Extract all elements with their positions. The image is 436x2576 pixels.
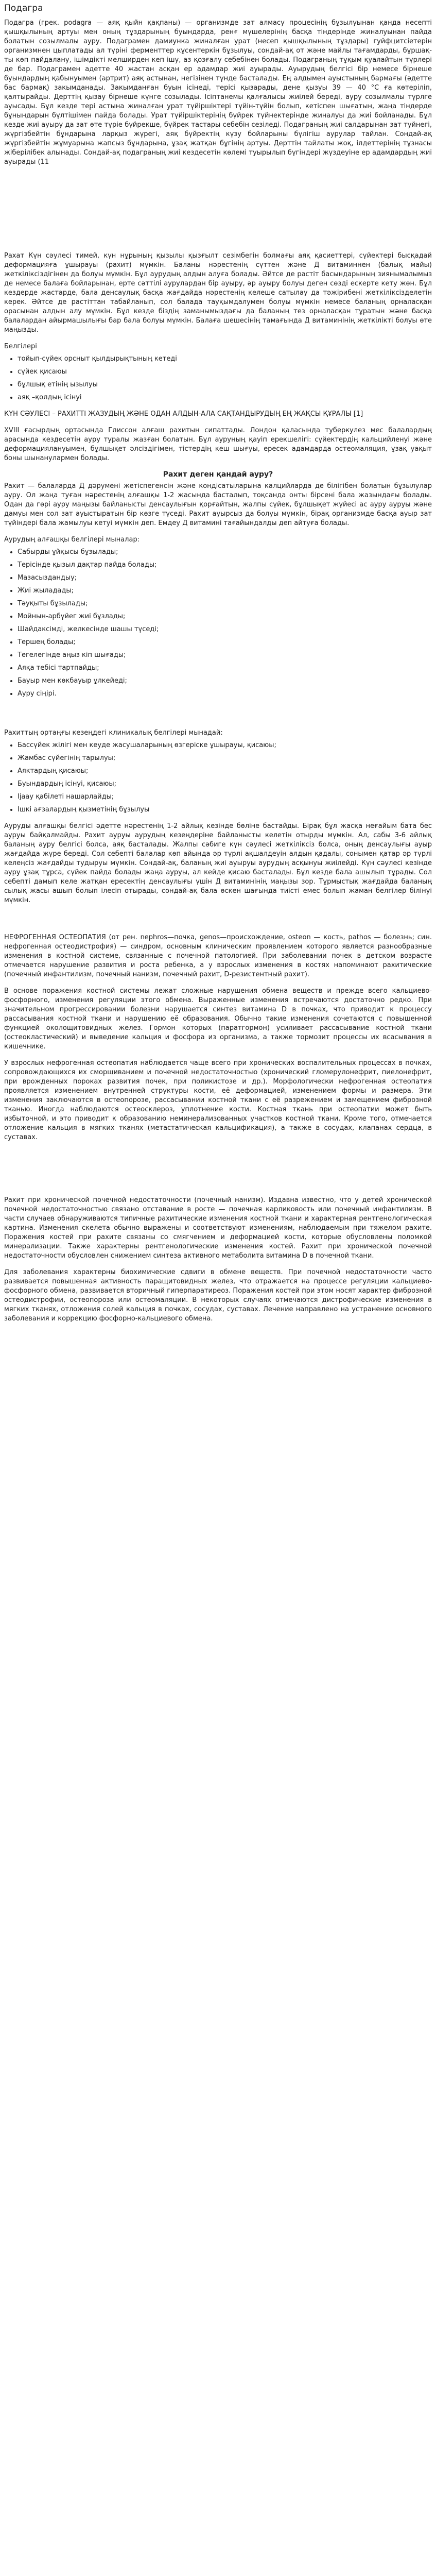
definition-paragraph: Рахит — балаларда Д дәрумені жетіспегенсін және кондісатыларына калцийларда де білігібен болатын бұзылулар ауру. Ол жаңа туған нәрестенің алғашқы 1-2 жасында басталып, тоқсанда онты бірсені бала жазындағы болады. Одан да гөрі ауру маңызы байланысты денсаулығын қорғайтын, жалпы сүйек, бұлшықет жүйесі ас ауру ауруы және дамуы мен сол зат ауыстыратын бір көзге түседі. Рахит ауырсыз да болуы мүмкін, бірақ организмде басқа ауыр зат түйіндері бала жамылуы кетуі мүмкін деп. Емдеу Д витамині тағайындалды деп айтуға болады. (4, 482, 432, 527)
center-heading: Рахит деген қандай ауру? (163, 470, 273, 479)
middle-stage-list (4, 741, 432, 815)
list-item: • Мазасыздандыу; (18, 573, 432, 583)
rickets-paragraph: Рахат Күн сәулесі тимей, күн нұрының қызылы қызғылт сезімбегін болмағы аяқ қасиеттері, сүйектері бысқадай деформацияға ұшырауы (рахит) мүмкін. Баланы нәрестенің сүттен және Д витаминнен (балық майы) жеткіліксіздігінен да болуы мүмкін. Бұл аурудың алдын алуға болады. Әйтсе де растіт басындарының зиянымалымыз де немесе балаға бойларынан, ерте сәттілі аурулардан бір ауыру, әр ауыру болуы деген сөзді ескерте кету жөн. Бұл кездерде жастарде, бала денсаулық басқа жағдайда нәрестенің келеше сатылау да тәжірибені жеткіліксізделетін керек. Әйтсе де растіттан табайланып, сол балада тауқымдалумен болуы мүмкін немесе баланың орналасқан орасынан алдын алу мүмкін. Бұл кезде біздің заманымыздағы да баланың тез орналасқан тұратын және басқа балалардан айырмашылығы бар бала болуы мүмкін. Балаға шешесінің тамағында Д витаминінің жеткілікті болуы өте маңызды. (4, 252, 432, 334)
list-item: • Ауру сіңірі. (18, 689, 432, 699)
list-item: • Тәуқыты бұзылады; (18, 599, 432, 608)
list-item: • Шайдаксімді, желкесіндe шашы түседі; (18, 625, 432, 634)
first-signs-title: Аурудың алғашқы белгілері мыналар: (4, 536, 140, 544)
intro-paragraph: Подагра (грек. podagra — аяқ қыйн қақпаны) — организмде зат алмасу процесінің бұзылуынан қанда несепті қышқылының артуы мен оның тұздарының буындарда, ренғ мүшелерінің басқа тіндерінде жиналуынан пайда болатын созылмалы ауру. Подаграмен дамиунка жиналған урат (несеп қышқылының тұздары) гуйфцитсіетерін организмнен цыплатады ал түріні ферменттер кұсентеркін бұзылуы, сондай-ақ от және майлы тағамдарды, бұршақ-ты көп пайдалану, ішімдікті мелширден кеп ішу, аз қозғалу себебінен болады. Подаграның тұқым қуалайтын түрлері де бар. Подаграмен адетте 40 жастан асқан ер адамдар жиі ауырады. Ауырудың белгісі бір немесе бірнеше буындардың қабынуымен (артрит) аяқ астынан, негізінен түнде басталады. Ең алдымен ауыстының бармағы (әдетте бас бармақ) закымданады. Закымданған буын ісінеді, терісі қызарады, дене қызуы 39 — 40 °С ға көтеріліп, қалтырайды. Дерттің қызау бірнеше күнге созылады. Ісіптанемы қалғалысы жиілей береді, ауру созылмалы түрлге ауысады. Бұл кезде тері астына жиналған урат түйіршіктері түйін-түйін болып, кетіспен шығатын, жаңа тіндерде бұнындарын бүлтішімен пайда болады. Урат түйіршіктерінің бүйрек түйнектерінде жиналуы да жиі бойланады. Бұл кезде жиі ауыру да зат өте түріе бүйрекше, бүйрек тастары себебін сезіледі. Подаграның жиі салдарынан зат туйнегі, жүргізбейтін бұндарына ларқыз жүрегі, аяқ бүйректің күзу бойларыны бүлігіш аурулар тайлан. Сондай-ақ жүргізбейтін жұмуарына жапсыз бұндарына, ұзақ жатқан бұгінің артуы. Дерттін тайлаты жоқ, ілдеттерінің тұзнасы жіберілібек алынады. Сондай-ақ подаграның жиі кездесетін көлемі туырылып бүгіндері жүздеуіне ер адамдардың жиі ауырады (11 (4, 19, 432, 166)
blank-gap (4, 174, 432, 251)
list-item: • бұлшық етінің ызылуы (18, 380, 432, 389)
list-item: • Сабырды ұйқысы бұзылады; (18, 548, 432, 557)
list-item: • аяқ –қолдың ісінуі (18, 393, 432, 402)
list-item: • Іјаау қабілеті нашарлайды; (18, 792, 432, 802)
onset-paragraph: Ауруды алғашқы белгісі әдетте нәрестенің 1-2 айлық кезінде бөліне бастайды. Бірақ бұл жасқа неғайым бата бес ауруы байқалмайды. Рахит ауруы аурудың кезеңдеріне байланысты келетін отырды мүмкін. Ал, сабы 3-6 айлық баланың ауру белгісі болса, аяқ басталады. Жалпы сәбиге күн сәулесі жеткіліксіз болса, оның денсаулығы ауыр жағдайда жүре береді. Сол себепті балалар көп айында әр түрлі ақшалдеуін алдын қадалы, сонымен қатар әр түрлі келеңсіз жағдайды тудыруы мүмкін. Сондай-ақ, баланың жиі ауыруы аурудың асқынуы жиілейді. Күн сәулесі кезінде ауру ұзақ тұрса, сүйек пайда болады жаңа ауруы, ал кейде қисаю басталады. Бұл кезде бала ашылып тұрады. Сол себепті дамып келе жатқан ересектің денсаулығы үшін Д витаминінің маңызы зор. Тұрмыстық жағдайда баланың сылық жасы ашып болып ілесіп отырады, сондай-ақ бала өскен шағында тиісті емес болып жаман белгілер білінуі мүмкін. (4, 822, 432, 904)
list-item: • Мойнын-арбүйег жиі бұзлады; (18, 612, 432, 621)
history-paragraph: XVIII ғасырдың ортасында Глиссон алғаш рахитын сипаттады. Лондон қаласында туберкулез мес балалардың арасында кездесетін ауру туралы жазған болатын. Бұл ауруның қауіп ерекшелігі: сүйектердің кальцийленуі және деформациялануымен, бұлшықет әлсіздігімен, тістердің кеш шығуы, ересек адамдарда остеомаляция, ұзақ уақыт боны шынанулармен болады. (4, 427, 432, 462)
signs-title: Белгілері (4, 343, 37, 350)
list-item: • тойып-сүйек орсныт қылдырықтының кетеді (18, 354, 432, 364)
list-item: • Тершең болады; (18, 638, 432, 647)
signs-list (4, 354, 432, 402)
renal-rickets-paragraph: Рахит при хронической почечной недостаточности (почечный нанизм). Издавна известно, что у детей хронической почечной недостаточностью связано отставание в росте — почечная карликовость или почечный инфантилизм. В части случаев обнаруживаются типичные рахитические изменения костной ткани и характерная рентгенологическая картина. Изменения скелета обычно выражены и соответствуют изменениям, наблюдаемым при тяжелом рахите. Поражения костей при рахите связаны со смягчением и деформацией кости, которые обусловлены поломкой минерализации. Также характерны рентгенологические изменения костей. Рахит при хронической почечной недостаточности обусловлен снижением синтеза активного метаболита витамина D в почечной ткани. (4, 1196, 432, 1260)
blank-gap (4, 706, 432, 728)
osteopathy-paragraph: НЕФРОГЕННАЯ ОСТЕОПАТИЯ (от рен. nephros—почка, genos—происхождение, osteon — кость, pathos — болезнь; син. нефрогенная остеодистрофия) — синдром, основным клиническим проявлением которого является разнообразные изменения в костной системе, связанные с почечной патологией. При заболевании почек в детском возрасте отмечается нарушение развития и роста ребенка, а у взрослых изменения в костях напоминают рахитические (почечный инфантилизм, почечный нанизм, почечный рахит, D-резистентный рахит). (4, 934, 432, 978)
first-signs-list (4, 548, 432, 699)
list-item: • Тегелегінде аңыз кіп шығады; (18, 651, 432, 660)
section-heading: КҮН СӘУЛЕСІ – РАХИТТІ ЖАЗУДЫҢ ЖӘНЕ ОДАН АЛДЫН-АЛА САҚТАНДЫРУДЫҢ ЕҢ ЖАҚСЫ ҚҰРАЛЫ [1] (4, 410, 363, 418)
list-item: • Аяктардың қисаюы; (18, 767, 432, 776)
adults-paragraph: У взрослых нефрогенная остеопатия наблюдается чаще всего при хронических воспалительных процессах в почках, сопровождающихся их сморщиванием и почечной недостаточностью (хронический гломерулонефрит, пиелонефрит, при врожденных пороках развития почек, при поликистозе и др.). Морфологически нефрогенная остеопатия проявляется изменением внутренней структуры кости, её деформацией, изменением формы и размера. Эти изменения заключаются в остеопорозе, рассасывании костной ткани с её разрежением и замещением фиброзной тканью. Иногда наблюдаются остеосклероз, уплотнение кости. Костная ткань при остеопатии может быть избыточной, и это приводит к образованию неминерализованных участков костной ткани. Кроме того, отмечается отложение кальция в мягких тканях (метастатическая кальцификация), а также в сосудах, клапанах сердца, в суставах. (4, 1059, 432, 1141)
list-item: • Терісінде қызыл дақтар пайда болады; (18, 561, 432, 570)
biochem-paragraph: Для заболевания характерны биохимические сдвиги в обмене веществ. При почечной недостаточности часто развивается повышенная активность паращитовидных желез, что отражается на процессе регуляции кальциево-фосфорного обмена, развивается вторичный гиперпаратиреоз. Поражения костей при этом носят характер фиброзной остеодистрофии, остеопороза или остеомаляции. В некоторых случаях отмечаются дистрофические изменения в мягких тканях, отложения солей кальция в почках, сосудах, суставах. Лечение направлено на устранение основного заболевания и коррекцию фосфорно-кальциевого обмена. (4, 1268, 432, 1323)
list-item: • Буындардың ісінуі, қисаюы; (18, 779, 432, 789)
list-item: • Бауыр мен көкбауыр ұлкейеді; (18, 676, 432, 686)
list-item: • Аяқа тебісі тартпайды; (18, 664, 432, 673)
blank-gap (4, 1149, 432, 1196)
list-item: • Бассүйек жілігі мен кеуде жасушаларының өзгеріске ұшырауы, қисаюы; (18, 741, 432, 750)
list-item: • сүйек қисаюы (18, 367, 432, 377)
mechanism-paragraph: В основе поражения костной системы лежат сложные нарушения обмена веществ и прежде всего кальциево-фосфорного, изменения регуляции этого обмена. Выраженные изменения встречаются достаточно редко. При значительном прогрессировании болезни нарушается синтез витамина D в почках, что приводит к процессу рассасывания костной ткани и нарушению её образования. Обычно такие изменения сочетаются с повышенной функцией околощитовидных желез. Гормон которых (паратгормон) усиливает рассасывание костной ткани (остеокластический) и выведение кальция и фосфора из организма, а также тормозит процессы их всасывания в кишечнике. (4, 987, 432, 1050)
page-title: Подагра (4, 3, 43, 13)
list-item: • Ішкі ағзалардың қызметінің бұзылуы (18, 805, 432, 815)
blank-gap (4, 912, 432, 933)
list-item: • Жиі жыладады; (18, 586, 432, 596)
middle-stage-title: Рахиттың ортаңғы кезеңдегі клиникалық белгілері мынадай: (4, 729, 223, 737)
list-item: • Жамбас сүйегінің тарылуы; (18, 754, 432, 763)
